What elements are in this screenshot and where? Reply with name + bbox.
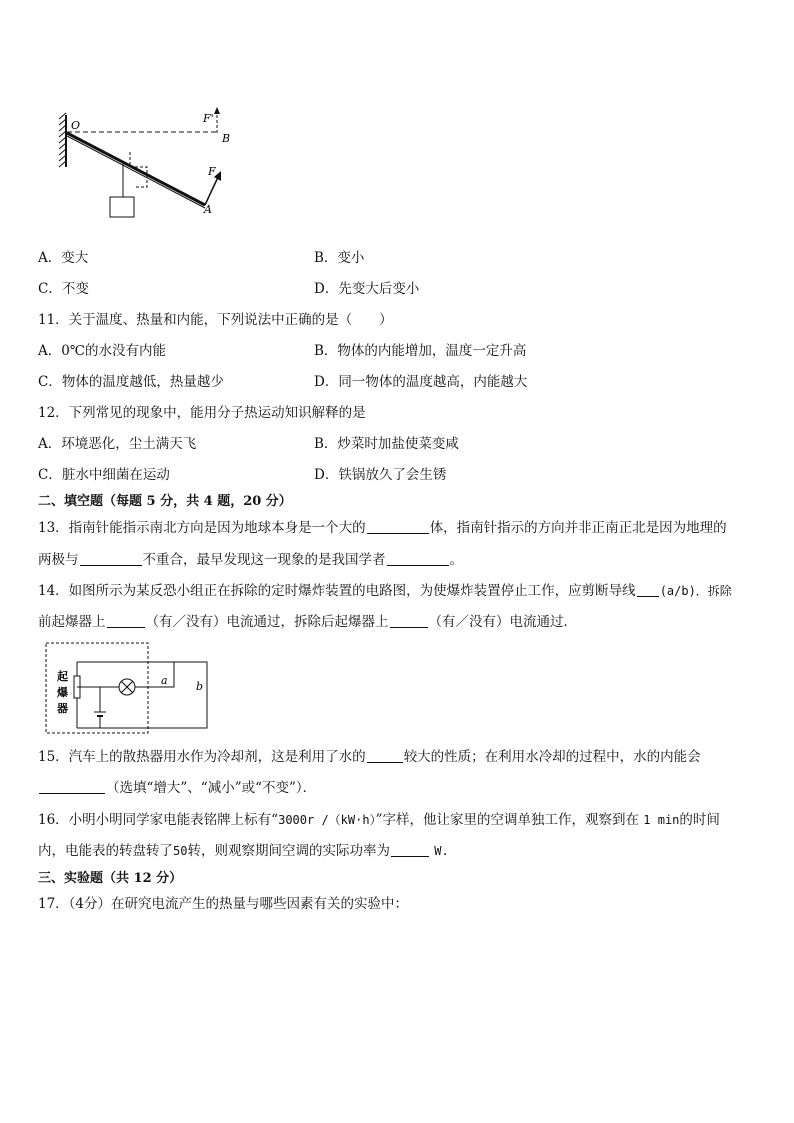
label-a: A [204,203,212,216]
q15-blank-1[interactable] [367,747,403,763]
q11-option-b: B．物体的内能增加，温度一定升高 [314,343,527,359]
q16-blank[interactable] [391,841,429,857]
q11-stem: 11．关于温度、热量和内能，下列说法中正确的是（ ） [38,312,393,328]
q14-line1: 14．如图所示为某反恐小组正在拆除的定时爆炸装置的电路图，为使爆炸装置停止工作，应剪断导线 (a/b)．拆除 [38,583,732,599]
label-f-prime: F' [203,112,214,125]
label-o: O [71,119,81,132]
q16-line1: 16．小明小明同学家电能表铭牌上标有“3000r /（kW·h）”字样，他让家里的空调单独工作，观察到在 1 min的时间 [38,812,720,828]
q15-line1: 15．汽车上的散热器用水作为冷却剂，这是利用了水的 较大的性质；在利用水冷却的过程中，水的内能会 [38,749,701,765]
lever-bar [67,133,205,205]
lever-figure [55,105,245,220]
q13-blank-2[interactable] [80,550,142,566]
section3-heading: 三、实验题（共 12 分） [38,871,183,886]
q10-option-b: B．变小 [314,250,365,266]
detonator-char-2: 爆 [57,686,68,699]
hanging-weight [110,197,134,217]
detonator-char-1: 起 [57,670,68,683]
q17-stem: 17．（4分）在研究电流产生的热量与哪些因素有关的实验中： [38,896,409,912]
q14-blank-1[interactable] [637,581,659,597]
detonator-char-3: 器 [57,702,68,715]
q15-line2: （选填“增大”、“减小”或“不变”）． [38,778,316,798]
q13-line1: 13．指南针能指示南北方向是因为地球本身是一个大的 体，指南针指示的方向并非正南正北是因为地理的 [38,520,727,536]
wire-label-a: a [161,674,168,687]
q12-option-d: D．铁锅放久了会生锈 [314,467,447,483]
q13-blank-1[interactable] [367,518,429,534]
q11-option-d: D．同一物体的温度越高，内能越大 [314,374,528,390]
q14-blank-2[interactable] [107,612,145,628]
q12-option-c: C．脏水中细菌在运动 [38,467,170,483]
q10-option-d: D．先变大后变小 [314,281,420,297]
wire-label-b: b [196,680,204,693]
q11-option-c: C．物体的温度越低，热量越少 [38,374,224,390]
q10-option-a: A．变大 [38,250,89,266]
q12-option-b: B．炒菜时加盐使菜变咸 [314,436,459,452]
q13-blank-3[interactable] [387,550,449,566]
label-b: B [222,132,231,145]
q14-blank-3[interactable] [390,612,428,628]
q13-line2: 两极与 不重合，最早发现这一现象的是我国学者 。 [38,552,463,568]
q10-option-c: C．不变 [38,281,89,297]
q15-blank-2[interactable] [39,778,105,794]
q11-option-a: A．0℃的水没有内能 [38,343,166,359]
label-f: F [208,165,216,178]
q14-line2: 前起爆器上 （有／没有）电流通过，拆除后起爆器上 （有／没有）电流通过． [38,614,577,630]
circuit-figure [44,640,214,740]
q12-stem: 12．下列常见的现象中，能用分子热运动知识解释的是 [38,405,366,421]
q12-option-a: A．环境恶化，尘土满天飞 [38,436,197,452]
section2-heading: 二、填空题（每题 5 分，共 4 题，20 分） [38,494,292,509]
q16-line2: 内，电能表的转盘转了50转，则观察期间空调的实际功率为 W. [38,843,449,859]
